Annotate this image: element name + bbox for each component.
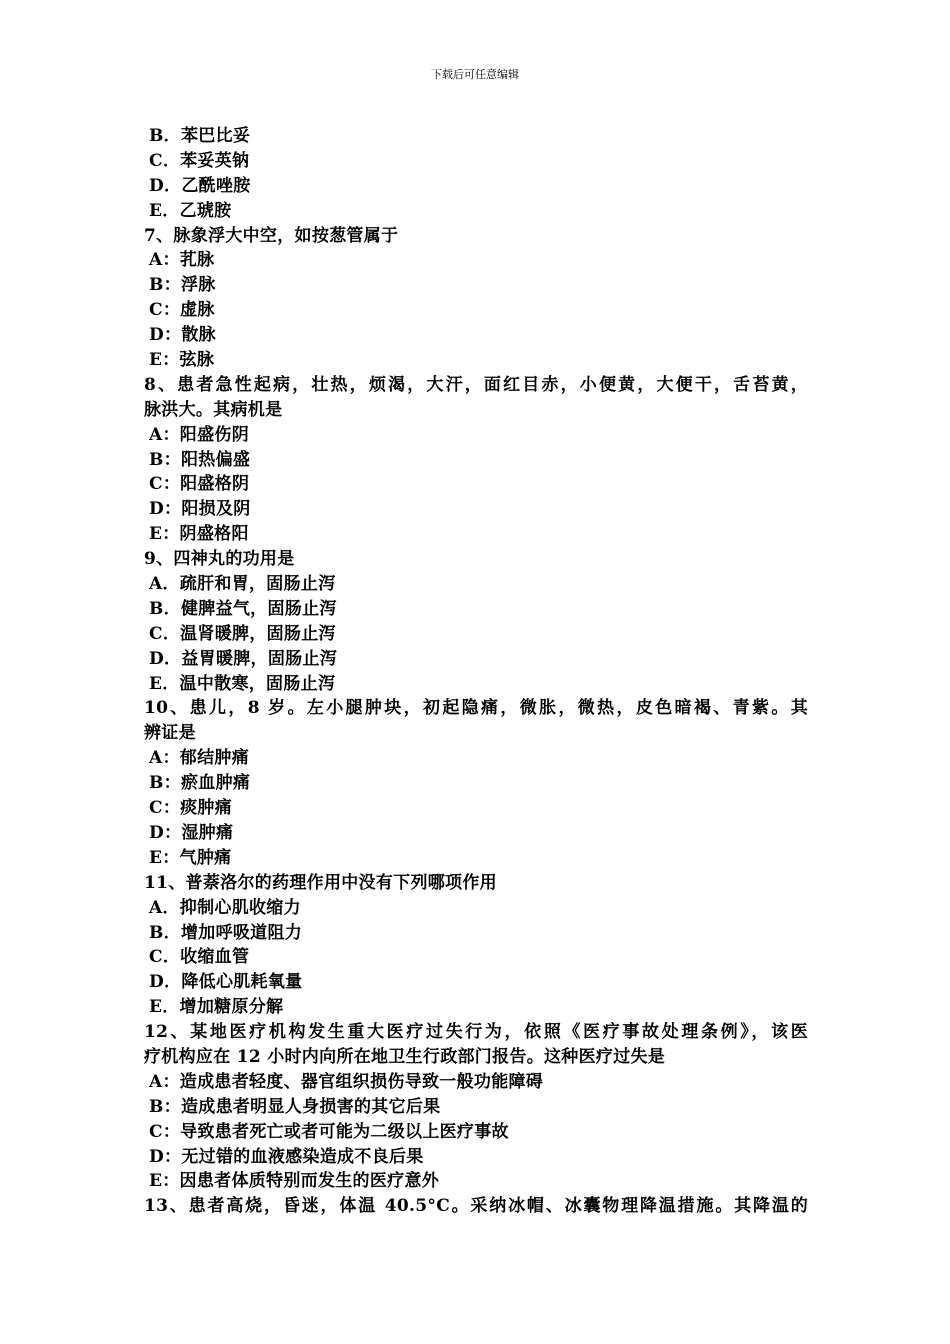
answer-option: E．温中散寒，固肠止泻 (149, 673, 336, 694)
answer-option: D．乙酰唑胺 (149, 175, 251, 196)
answer-option: C：阳盛格阴 (149, 474, 250, 495)
answer-option: A．抑制心肌收缩力 (149, 897, 301, 918)
answer-option: D．益胃暖脾，固肠止泻 (149, 648, 338, 669)
question-text: 辨证是 (144, 723, 196, 744)
answer-option: C．温肾暖脾，固肠止泻 (149, 623, 336, 644)
answer-option: E：因患者体质特别而发生的医疗意外 (149, 1171, 440, 1192)
question-text: 11、普萘洛尔的药理作用中没有下列哪项作用 (144, 872, 497, 893)
answer-option: E：弦脉 (149, 350, 215, 371)
answer-option: A：郁结肿痛 (149, 748, 249, 769)
answer-option: B：阳热偏盛 (149, 449, 251, 470)
answer-option: B．健脾益气，固肠止泻 (149, 598, 337, 619)
answer-option: A：阳盛伤阴 (149, 424, 249, 445)
question-text: 8、患者急性起病，壮热，烦渴，大汗，面红目赤，小便黄，大便干，舌苔黄， (144, 374, 808, 395)
answer-option: E．增加糖原分解 (149, 997, 284, 1018)
answer-option: D：无过错的血液感染造成不良后果 (149, 1146, 424, 1167)
answer-option: E．乙琥胺 (149, 200, 232, 221)
answer-option: B：瘀血肿痛 (149, 773, 251, 794)
question-text: 脉洪大。其病机是 (144, 399, 283, 420)
answer-option: A：造成患者轻度、器官组织损伤导致一般功能障碍 (149, 1071, 544, 1092)
answer-option: B．增加呼吸道阻力 (149, 922, 303, 943)
answer-option: B：浮脉 (149, 275, 216, 296)
question-text: 12、某地医疗机构发生重大医疗过失行为，依照《医疗事故处理条例》，该医 (144, 1022, 808, 1043)
answer-option: D：阳损及阴 (149, 499, 251, 520)
answer-option: C：导致患者死亡或者可能为二级以上医疗事故 (149, 1121, 509, 1142)
answer-option: B：造成患者明显人身损害的其它后果 (149, 1096, 441, 1117)
answer-option: C．收缩血管 (149, 947, 250, 968)
question-text: 7、脉象浮大中空，如按葱管属于 (144, 225, 399, 246)
question-text: 疗机构应在 12 小时内向所在地卫生行政部门报告。这种医疗过失是 (144, 1046, 666, 1067)
question-text: 9、四神丸的功用是 (144, 549, 295, 570)
answer-option: B．苯巴比妥 (149, 126, 251, 146)
document-body (144, 124, 808, 1219)
question-text: 10、患儿，8 岁。左小腿肿块，初起隐痛，微胀，微热，皮色暗褐、青紫。其 (144, 698, 808, 719)
page-header: 下载后可任意编辑 (431, 68, 519, 81)
answer-option: C：痰肿痛 (149, 798, 233, 819)
answer-option: A．疏肝和胃，固肠止泻 (149, 574, 336, 595)
answer-option: E：阴盛格阳 (149, 524, 249, 545)
answer-option: D．降低心肌耗氧量 (149, 972, 303, 993)
answer-option: C：虚脉 (149, 300, 215, 321)
answer-option: C．苯妥英钠 (149, 150, 250, 171)
answer-option: E：气肿痛 (149, 847, 232, 868)
question-text: 13、患者高烧，昏迷，体温 40.5°C。采纳冰帽、冰囊物理降温措施。其降温的 (144, 1196, 808, 1217)
answer-option: D：湿肿痛 (149, 822, 234, 843)
answer-option: D：散脉 (149, 325, 216, 346)
answer-option: A：芤脉 (149, 250, 215, 271)
